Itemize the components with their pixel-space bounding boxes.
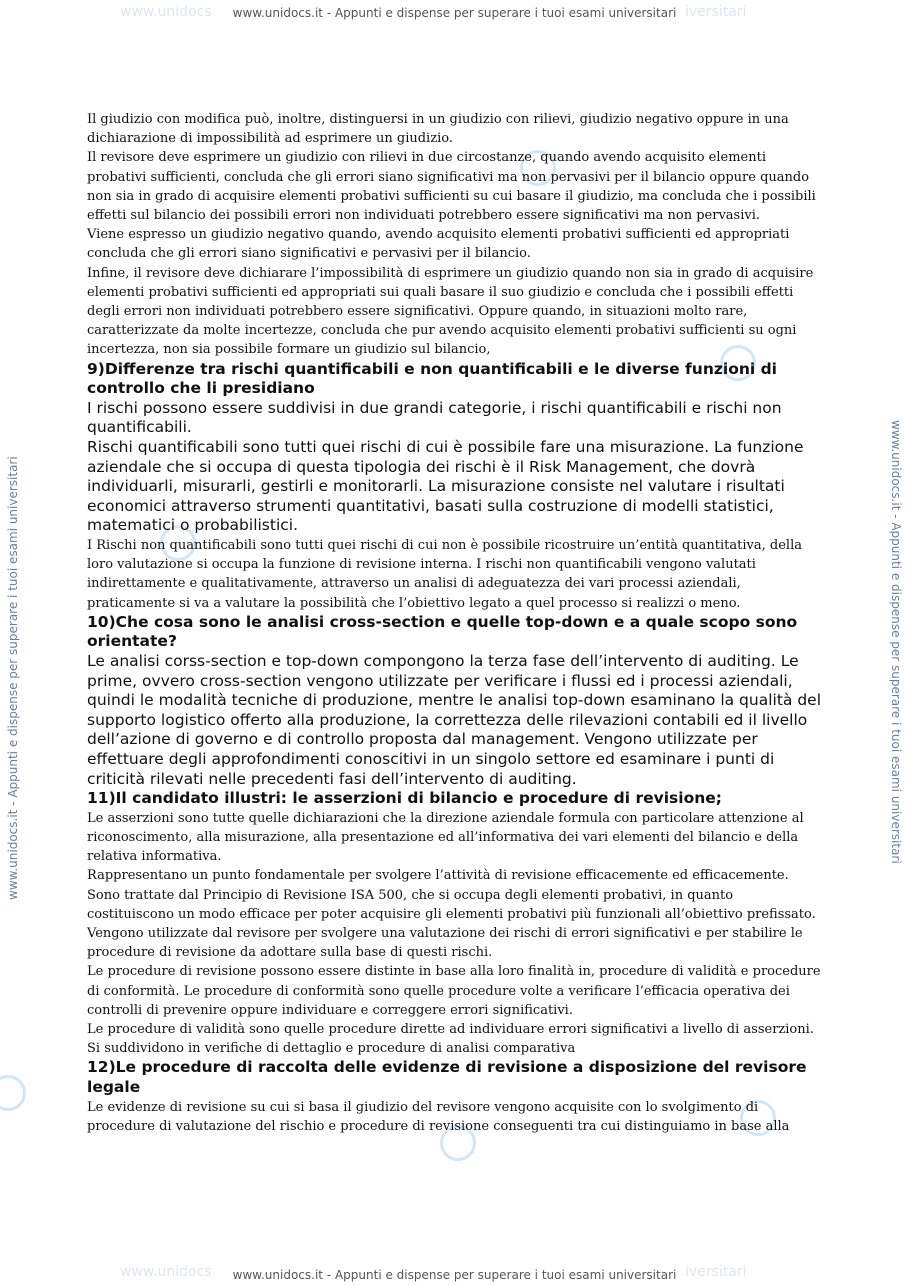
paragraph: Le procedure di revisione possono essere distinte in base alla loro finalità in, procedure di validità e procedure di conformità. Le procedure di conformità sono quelle procedure volte a verificare l’efficacia operativa dei controlli di prevenire oppure individuare e correggere errori significativi.	[87, 964, 821, 1018]
paragraph: Le analisi corss-section e top-down compongono la terza fase dell’intervento di auditing. Le prime, ovvero cross-section vengono utilizzate per verificare i flussi ed i processi aziendali, quindi le modalità tecniche di produzione, mentre le analisi top-down esaminano la qualità del supporto logistico offerto alla produzione, la correttezza delle rilevazioni contabili ed il livello dell’azione di governo e di controllo proposta dal management. Vengono utilizzate per effettuare degli approfondimenti conoscitivi in un singolo settore ed esaminare i punti di criticità rilevati nelle precedenti fasi dell’intervento di auditing.	[87, 651, 822, 788]
paragraph: I rischi possono essere suddivisi in due grandi categorie, i rischi quantificabili e rischi non quantificabili.	[87, 398, 782, 437]
section-heading-9: 9)Differenze tra rischi quantificabili e non quantificabili e le diverse funzioni di controllo che li presidiano	[87, 359, 777, 398]
watermark-ghost-top-right: iversitari	[685, 4, 747, 20]
paragraph: Infine, il revisore deve dichiarare l’impossibilità di esprimere un giudizio quando non sia in grado di acquisire elementi probativi sufficienti ed appropriati sui quali basare il suo giudizio e concluda che i possibili effetti degli errori non individuati potrebbero essere significativi. Oppure quando, in situazioni molto rare, caratterizzate da molte incertezze, concluda che pur avendo acquisito elementi probativi sufficienti su ogni incertezza, non sia possibile formare un giudizio sul bilancio,	[87, 265, 814, 358]
section-heading-12: 12)Le procedure di raccolta delle evidenze di revisione a disposizione del revisore legale	[87, 1058, 807, 1096]
watermark-logo-icon	[0, 1075, 26, 1111]
section-heading-10: 10)Che cosa sono le analisi cross-section e quelle top-down e a quale scopo sono orientate?	[87, 612, 798, 651]
paragraph: Il giudizio con modifica può, inoltre, distinguersi in un giudizio con rilievi, giudizio negativo oppure in una dichiarazione di impossibilità ad esprimere un giudizio.	[87, 112, 789, 147]
paragraph: Le procedure di validità sono quelle procedure dirette ad individuare errori significativi a livello di asserzioni. Si suddividono in verifiche di dettaglio e procedure di analisi comparativa	[87, 1021, 814, 1057]
section-heading-11: 11)Il candidato illustri: le asserzioni di bilancio e procedure di revisione;	[87, 789, 722, 808]
paragraph: Viene espresso un giudizio negativo quando, avendo acquisito elementi probativi sufficienti ed appropriati concluda che gli errori siano significativi e pervasivi per il bilancio.	[87, 227, 790, 262]
paragraph: Rappresentano un punto fondamentale per svolgere l’attività di revisione efficacemente ed efficacemente. Sono trattate dal Principio di Revisione ISA 500, che si occupa degli elementi probativi, in quanto costituiscono un modo efficace per poter acquisire gli elementi probativi più funzionali all’obiettivo prefissato.	[87, 868, 816, 922]
paragraph: Le evidenze di revisione su cui si basa il giudizio del revisore vengono acquisite con lo svolgimento di procedure di valutazione del rischio e procedure di revisione conseguenti tra cui distinguiamo in base alla	[87, 1099, 790, 1134]
paragraph: Le asserzioni sono tutte quelle dichiarazioni che la direzione aziendale formula con particolare attenzione al riconoscimento, alla misurazione, alla presentazione ed all’informativa dei vari elementi del bilancio e della relativa informativa.	[87, 810, 804, 865]
watermark-right: www.unidocs.it - Appunti e dispense per superare i tuoi esami universitari	[889, 420, 903, 864]
document-body	[87, 110, 823, 1136]
paragraph: Rischi quantificabili sono tutti quei rischi di cui è possibile fare una misurazione. La funzione aziendale che si occupa di questa tipologia dei rischi è il Risk Management, che dovrà individuarli, misurarli, gestirli e monitorarli. La misurazione consiste nel valutare i risultati economici attraverso strumenti quantitativi, basati sulla costruzione di modelli statistici, matematici o probabilistici.	[87, 438, 804, 535]
watermark-ghost-top-left: www.unidocs	[120, 4, 212, 20]
paragraph: Vengono utilizzate dal revisore per svolgere una valutazione dei rischi di errori significativi e per stabilire le procedure di revisione da adottare sulla base di questi rischi.	[87, 925, 803, 961]
watermark-top: www.unidocs.it - Appunti e dispense per superare i tuoi esami universitari	[232, 6, 677, 20]
watermark-ghost-bottom-right: iversitari	[685, 1264, 747, 1280]
watermark-left: www.unidocs.it - Appunti e dispense per superare i tuoi esami universitari	[6, 456, 20, 900]
paragraph: I Rischi non quantificabili sono tutti quei rischi di cui non è possibile ricostruire un’entità quantitativa, della loro valutazione si occupa la funzione di revisione interna. I rischi non quantificabili vengono valutati indirettamente e qualitativamente, attraverso un analisi di adeguatezza dei vari processi aziendali, praticamente si va a valutare la possibilità che l’obiettivo legato a quel processo si realizzi o meno.	[87, 537, 802, 611]
paragraph: Il revisore deve esprimere un giudizio con rilievi in due circostanze, quando avendo acquisito elementi probativi sufficienti, concluda che gli errori siano significativi ma non pervasivi per il bilancio oppure quando non sia in grado di acquisire elementi probativi sufficienti su cui basare il giudizio, ma concluda che i possibili effetti sul bilancio dei possibili errori non individuati potrebbero essere significativi ma non pervasivi.	[87, 150, 816, 224]
watermark-ghost-bottom-left: www.unidocs	[120, 1264, 212, 1280]
watermark-bottom: www.unidocs.it - Appunti e dispense per superare i tuoi esami universitari	[232, 1268, 677, 1282]
